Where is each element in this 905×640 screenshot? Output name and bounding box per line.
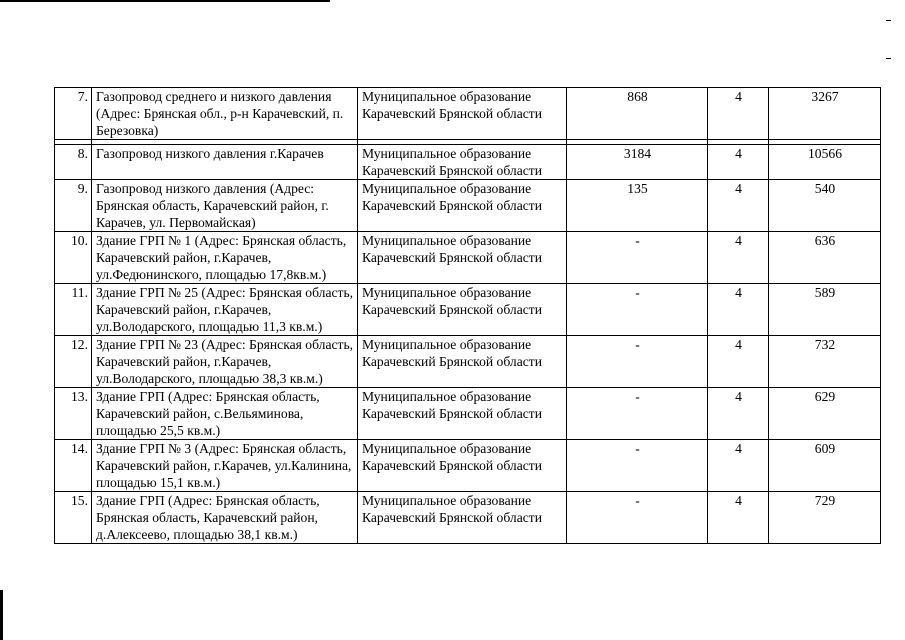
length-value: - [567, 440, 708, 492]
table-row [55, 145, 881, 180]
scan-mark [886, 58, 891, 59]
length-value: 868 [567, 88, 708, 140]
category-value: 4 [708, 492, 769, 544]
object-name: Газопровод низкого давления (Адрес: Брянская область, Карачевский район, г. Карачев, ул. Первомайская) [92, 180, 358, 232]
category-value: 4 [708, 284, 769, 336]
category-value: 4 [708, 145, 769, 180]
amount-value: 10566 [769, 145, 881, 180]
scan-mark [886, 20, 891, 21]
row-number: 8. [55, 145, 92, 180]
table-row [55, 492, 881, 544]
object-name: Здание ГРП № 25 (Адрес: Брянская область, Карачевский район, г.Карачев, ул.Володарского, площадью 11,3 кв.м.) [92, 284, 358, 336]
property-table [54, 87, 881, 544]
owner-name: Муниципальное образование Карачевский Брянской области [358, 492, 567, 544]
table-row [55, 336, 881, 388]
amount-value: 732 [769, 336, 881, 388]
amount-value: 540 [769, 180, 881, 232]
row-number: 11. [55, 284, 92, 336]
table-row [55, 284, 881, 336]
object-name: Здание ГРП № 3 (Адрес: Брянская область, Карачевский район, г.Карачев, ул.Калинина, площадью 15,1 кв.м.) [92, 440, 358, 492]
row-number: 12. [55, 336, 92, 388]
amount-value: 729 [769, 492, 881, 544]
length-value: - [567, 492, 708, 544]
owner-name: Муниципальное образование Карачевский Брянской области [358, 336, 567, 388]
length-value: 3184 [567, 145, 708, 180]
row-number: 9. [55, 180, 92, 232]
category-value: 4 [708, 388, 769, 440]
owner-name: Муниципальное образование Карачевский Брянской области [358, 88, 567, 140]
owner-name: Муниципальное образование Карачевский Брянской области [358, 284, 567, 336]
owner-name: Муниципальное образование Карачевский Брянской области [358, 440, 567, 492]
length-value: 135 [567, 180, 708, 232]
object-name: Здание ГРП (Адрес: Брянская область, Брянская область, Карачевский район, д.Алексеево, площадью 38,1 кв.м.) [92, 492, 358, 544]
object-name: Здание ГРП № 23 (Адрес: Брянская область, Карачевский район, г.Карачев, ул.Володарского, площадью 38,3 кв.м.) [92, 336, 358, 388]
table-row [55, 232, 881, 284]
owner-name: Муниципальное образование Карачевский Брянской области [358, 388, 567, 440]
owner-name: Муниципальное образование Карачевский Брянской области [358, 145, 567, 180]
object-name: Газопровод среднего и низкого давления (Адрес: Брянская обл., р-н Карачевский, п. Березовка) [92, 88, 358, 140]
category-value: 4 [708, 180, 769, 232]
owner-name: Муниципальное образование Карачевский Брянской области [358, 180, 567, 232]
row-number: 7. [55, 88, 92, 140]
owner-name: Муниципальное образование Карачевский Брянской области [358, 232, 567, 284]
table-row [55, 180, 881, 232]
category-value: 4 [708, 336, 769, 388]
object-name: Газопровод низкого давления г.Карачев [92, 145, 358, 180]
amount-value: 609 [769, 440, 881, 492]
table-row [55, 88, 881, 140]
table-row [55, 388, 881, 440]
row-number: 13. [55, 388, 92, 440]
scan-edge-line [0, 590, 3, 640]
length-value: - [567, 388, 708, 440]
object-name: Здание ГРП (Адрес: Брянская область, Карачевский район, с.Вельяминова, площадью 25,5 кв.м.) [92, 388, 358, 440]
amount-value: 3267 [769, 88, 881, 140]
row-number: 10. [55, 232, 92, 284]
amount-value: 636 [769, 232, 881, 284]
length-value: - [567, 232, 708, 284]
category-value: 4 [708, 88, 769, 140]
page-top-rule [0, 0, 330, 2]
amount-value: 589 [769, 284, 881, 336]
table-row [55, 440, 881, 492]
amount-value: 629 [769, 388, 881, 440]
length-value: - [567, 336, 708, 388]
category-value: 4 [708, 440, 769, 492]
length-value: - [567, 284, 708, 336]
row-number: 15. [55, 492, 92, 544]
row-number: 14. [55, 440, 92, 492]
category-value: 4 [708, 232, 769, 284]
object-name: Здание ГРП № 1 (Адрес: Брянская область, Карачевский район, г.Карачев, ул.Федюнинского, площадью 17,8кв.м.) [92, 232, 358, 284]
